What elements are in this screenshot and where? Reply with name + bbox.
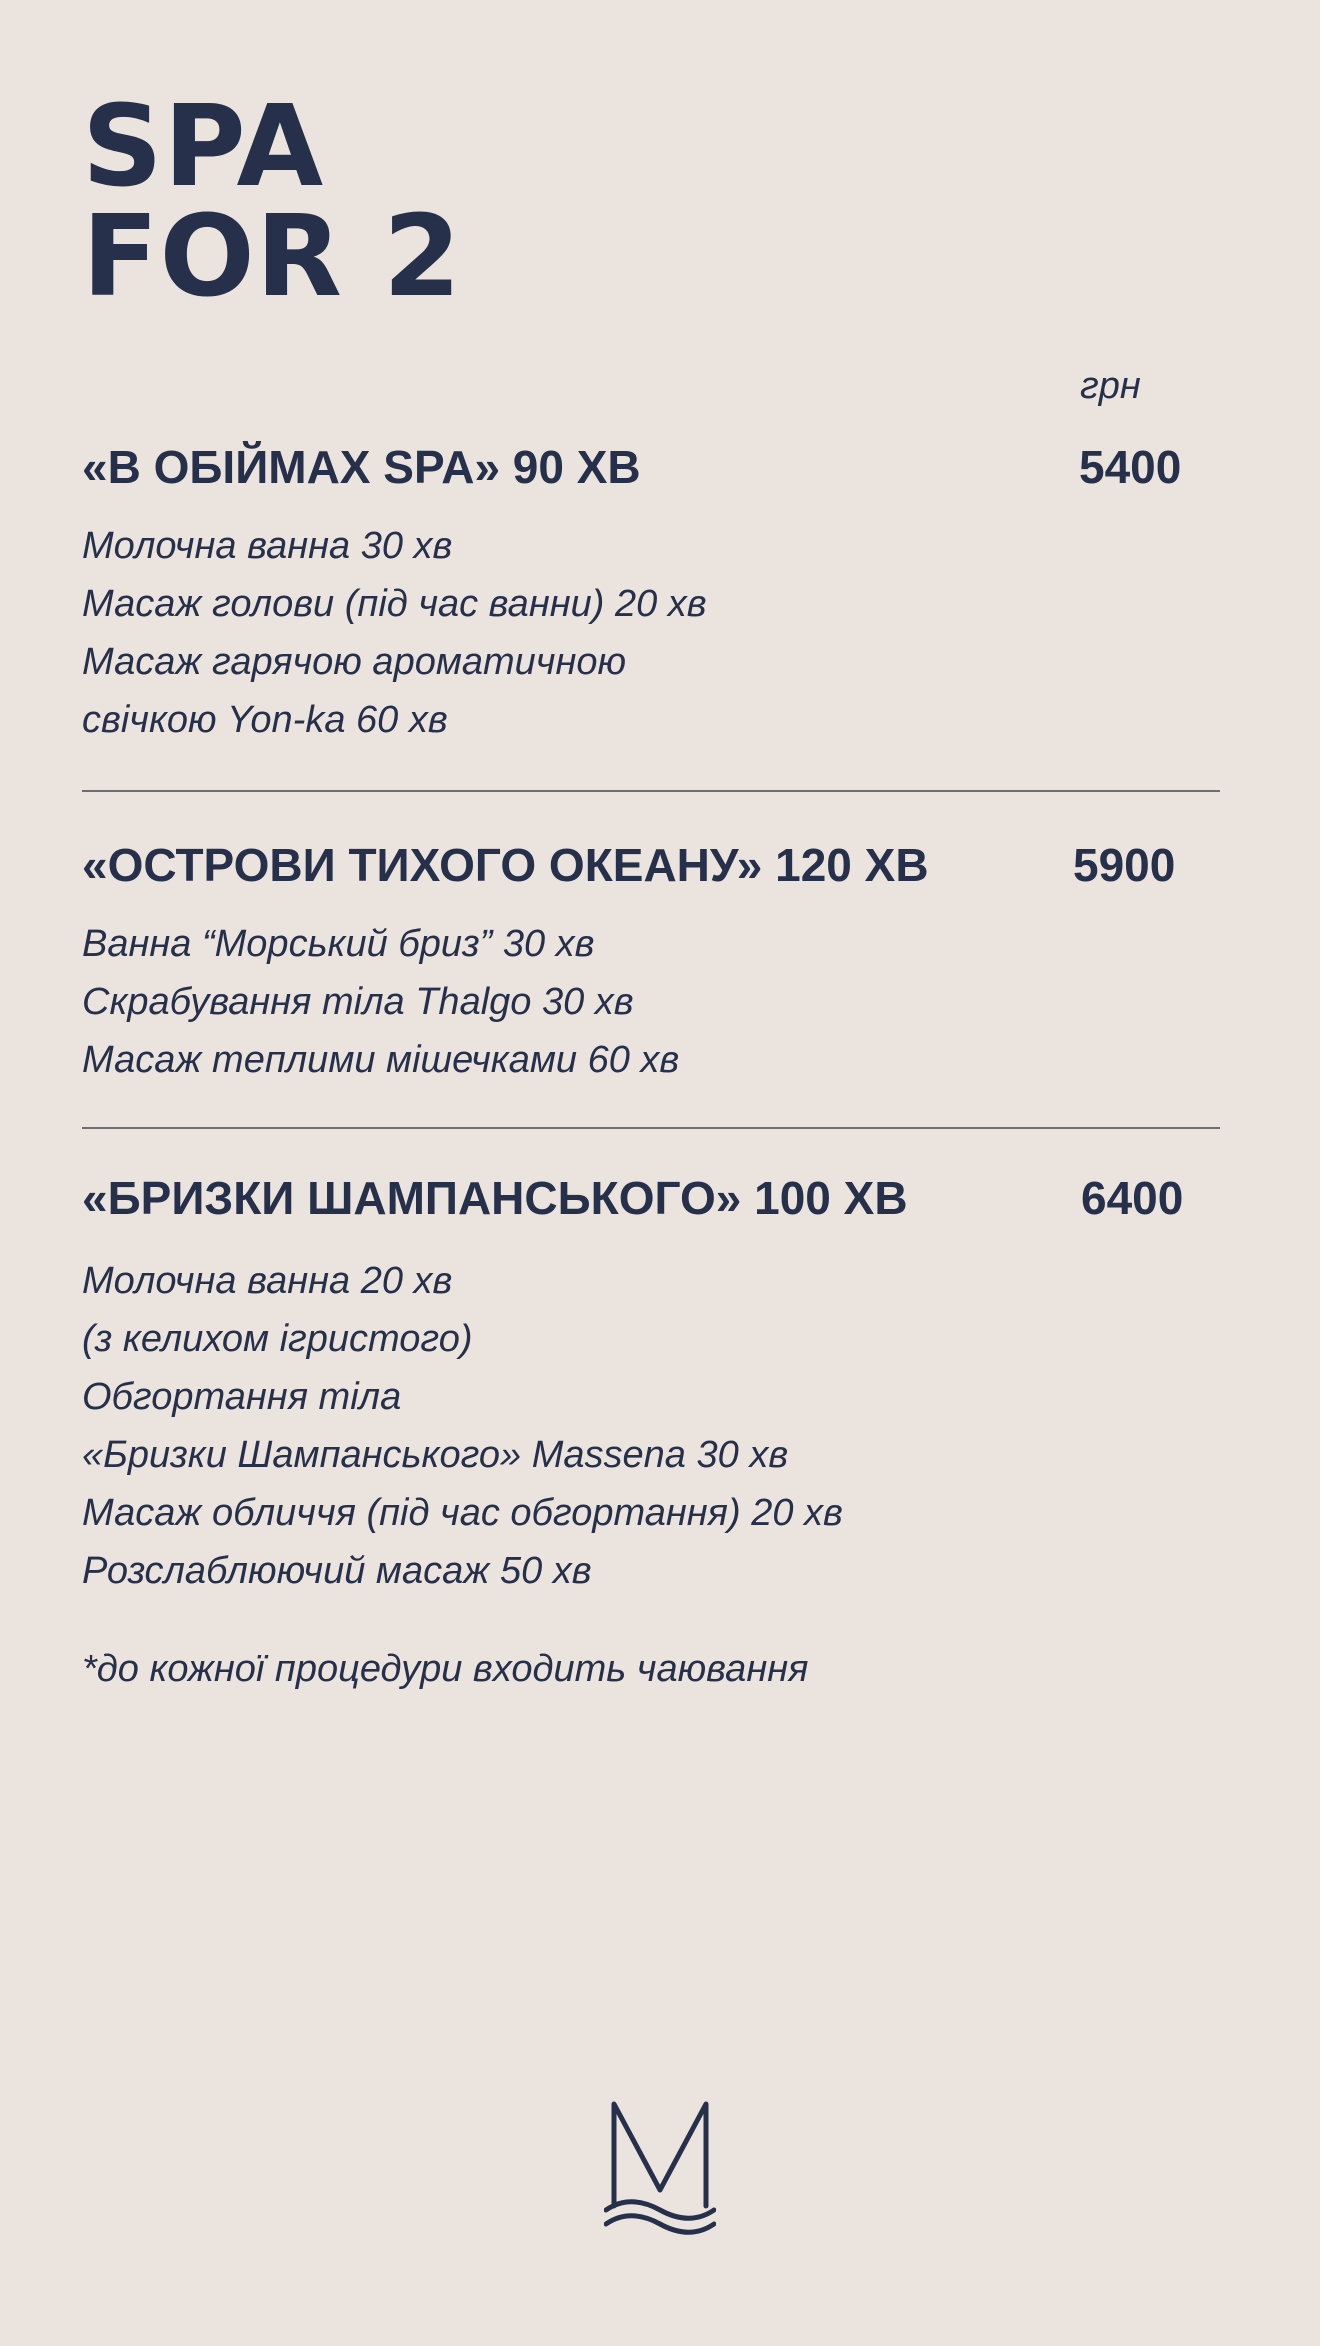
package-item: «Бризки Шампанського» Massena 30 хв [82, 1434, 789, 1476]
title-line-1: SPA [82, 82, 325, 212]
package-item: Молочна ванна 20 хв [82, 1260, 453, 1302]
currency-label: грн [1080, 365, 1141, 407]
package-item: (з келихом ігристого) [82, 1318, 473, 1360]
section-divider [82, 1127, 1220, 1129]
package-section [82, 437, 1220, 749]
footnote: *до кожної процедури входить чаювання [82, 1648, 809, 1690]
package-section [82, 835, 1220, 1089]
package-section [82, 1168, 1220, 1600]
package-items [82, 915, 1220, 1089]
package-items [82, 517, 1220, 749]
package-item: Масаж обличчя (під час обгортання) 20 хв [82, 1492, 843, 1534]
package-price: 5400 [1079, 441, 1182, 493]
package-item: Молочна ванна 30 хв [82, 525, 453, 567]
package-item: Масаж голови (під час ванни) 20 хв [82, 583, 707, 625]
package-price: 6400 [1081, 1172, 1184, 1224]
package-header [82, 1168, 1220, 1228]
title-line-2: FOR 2 [82, 192, 462, 322]
package-items [82, 1252, 1220, 1600]
package-name: «БРИЗКИ ШАМПАНСЬКОГО» 100 ХВ [82, 1172, 908, 1224]
section-divider [82, 790, 1220, 792]
package-item: Ванна “Морський бриз” 30 хв [82, 923, 595, 965]
package-item: свічкою Yon-ka 60 хв [82, 699, 448, 741]
package-name: «В ОБІЙМАХ SPA» 90 ХВ [82, 441, 641, 493]
page-title [82, 82, 462, 322]
package-header [82, 437, 1220, 497]
package-item: Обгортання тіла [82, 1376, 402, 1418]
package-header [82, 835, 1220, 895]
package-price: 5900 [1073, 839, 1176, 891]
package-item: Скрабування тіла Thalgo 30 хв [82, 981, 634, 1023]
package-item: Розслаблюючий масаж 50 хв [82, 1550, 592, 1592]
package-item: Масаж теплими мішечками 60 хв [82, 1039, 680, 1081]
m-waves-logo-icon [604, 2098, 716, 2242]
package-item: Масаж гарячою ароматичною [82, 641, 627, 683]
package-name: «ОСТРОВИ ТИХОГО ОКЕАНУ» 120 ХВ [82, 839, 929, 891]
